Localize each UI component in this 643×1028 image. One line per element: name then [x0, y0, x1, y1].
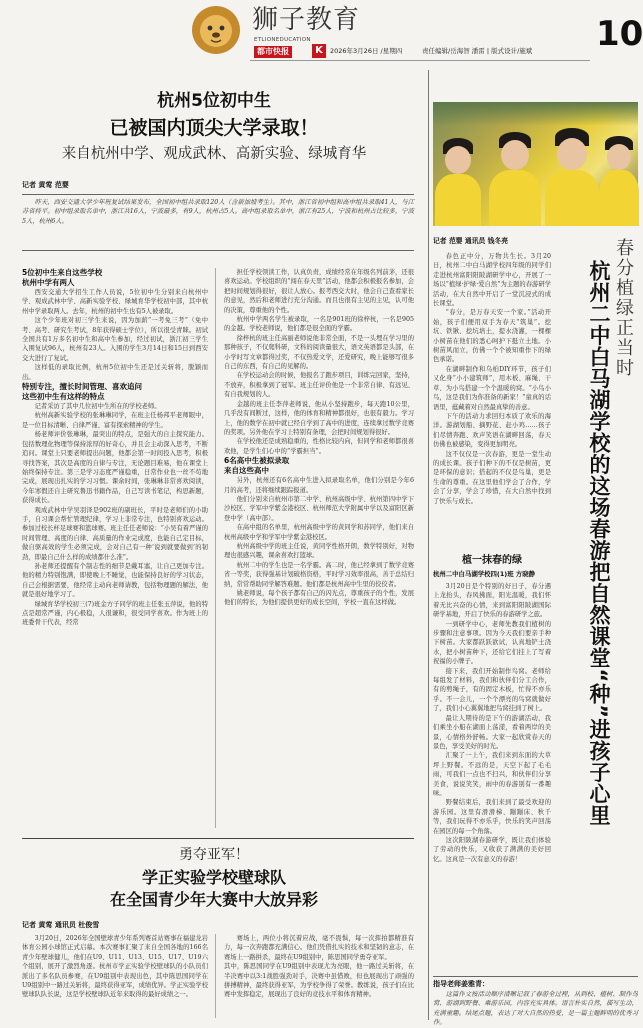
- paragraph: “春分，是万春天安一个家。”活动开始，孩子们便用双手为春天“筑巢”。挖坑、铁锹、挖坑培土，提水浇灌，一棵棵小树苗在他们的悉心呵护下挺立土地。小树苗风而立，仿佛一个个被知重作下的绿色承诺。: [433, 309, 551, 364]
- paragraph: 绿城育华学校初三(7)班金方子同学的班主任张玉萍说，他的特点是超常严谨，内心极稳，人很谦和，很受同学喜欢。作为班上的班委骨干代表，经常: [22, 600, 208, 627]
- subheading: 6名高中生被拟录取: [224, 456, 290, 466]
- paragraph: 下午的活动力求回归本质了欢乐的海洋。游湖划船、摘野花、赶小鸡……孩子们尽情奔跑、欢声笑语在湖畔回荡，春天仿佛也被感染，变得更加明亮。: [433, 412, 551, 449]
- editor-line: 责任编辑/岳海智 潘雷 | 版式设计/施斌: [422, 47, 533, 55]
- poem-body: [433, 582, 551, 863]
- paragraph: 姚老师说，每个孩子都有自己的闪光点，尊重孩子的个性，发展他们的特长，为他们提供更好的成长空间，学校一直在这样做。: [224, 590, 414, 607]
- paragraph: 观成武林中学吴羽泽是902班的副班长，平时是老师们的小助手，自习课会帮忙管理纪律，学习上非常专注，也特别喜欢运动。参加过校长杯足球赛和篮球赛。班主任任老师说：“小吴有着严谨的时间管理、高度的自律、高质量的作业完成度，也能自己定目标，做自驱高效的学生必须完成，会对自己有一种‘说到就要做到’的韧劲，即最自己什么样的成绩都什么准”。: [22, 506, 208, 561]
- vertical-kicker: 春分植绿正当时: [613, 238, 634, 378]
- sports-top-rule: [22, 838, 414, 839]
- subheading: 特别专注，擅长时间管理、喜欢追问: [22, 382, 142, 392]
- teacher-comment: 这篇作文按活动顺序清晰记叙了春游全过程，从到校、植树、制作鸟窝、游湖到野餐、乘游乐园，内容充实具体。语言朴实自然，描写生动，充满童趣。结尾点题，表达了对大自然的热爱，是一篇主题鲜明的优秀习作。: [433, 991, 638, 1027]
- subheading: 5位初中生来自这些学校: [22, 268, 103, 277]
- paragraph: 在学校运动会的时候，他报名了跑步项目，训练完回家，坚持，不放弃，积极拿到了冠军。班主任评价他是一个非常自律、有远见、有自我规划的人。: [224, 372, 414, 399]
- section-subtitle: ETLIONEDUCATION: [254, 37, 311, 43]
- paragraph: 汇聚了一上午，我们来到东面的大草坪上野餐。不远的是，天空下起了毛毛雨，可我们一点也不扫兴，和伙伴们分享美食，说说笑笑，雨中的春游别有一番趣味。: [433, 752, 551, 797]
- paragraph: 杭州中学两名学生被录取，一名是901班的徐梓杭，一名是905的金越。学校老师说，他们都是很全面的学霸。: [224, 316, 414, 333]
- sports-byline: 记者 黄莺 通讯员 杜俊雪: [22, 921, 100, 929]
- main-column-2: [224, 268, 414, 834]
- paragraph: 杭州高级中学的班主任说，黄同学性格开朗，数学特别好，对物理也很感兴趣，课余喜欢打篮球。: [224, 542, 414, 560]
- paragraph: 杭州二中的学生也是一名学霸。高二时，他已经拿到了数学竞赛省一等奖，获得强基计划破格资格，平时学习效率很高，善于总结归纳，常常帮助同学解答难题。他们都是杭州高中生里的佼佼者。: [224, 561, 414, 588]
- subheading: 来自这些高中: [224, 466, 269, 476]
- paragraph: 3月20日是个特别的好日子，春分遇上龙抬头，春风拂面，阳光温暖，我们怀着无比兴奋的心情，来到富阳阳陂湖国际研学基地，开启了快乐的春游研学之旅。: [433, 583, 551, 619]
- sports-column-divider: [215, 934, 216, 1018]
- teacher-comment-title: 指导老师姜雅青：: [433, 980, 489, 988]
- lead-top-rule: [22, 194, 414, 195]
- section-title: 狮子教育: [252, 5, 361, 35]
- sports-headline-1: 学正实验学校壁球队: [141, 868, 286, 887]
- sports-article: [0, 838, 428, 1024]
- brand-logo: [254, 46, 292, 58]
- main-byline: 记者 黄莺 范婴: [22, 181, 69, 189]
- paragraph: 金越的班主任李萍老师说，他从小坚持跑步，每天跑10公里，几乎没有间断过，这样，他的体育和精神都很好，也很有毅力。学习上，他的数学在初中就已经自学到了高中的进度，连续拿过数学竞赛的奖项。另外他在学习上特别有条理，会把时间规划得很好。: [224, 400, 414, 436]
- main-article: [0, 70, 428, 838]
- lion-logo: [188, 4, 244, 56]
- vertical-headline: 杭州二中白马湖学校的这场春游把自然课堂“种”进孩子心里: [587, 260, 611, 827]
- paragraph: 孙老师还提醒有个制志性的细节是戴耳塞，让自己更加专注。他的精力特别饱满，即使晚上不睡觉，也能保持良好的学习状态，自己会根据需要，他经常主动向老师请教，包括物理题的解法，他就是很好地学习了。: [22, 562, 208, 599]
- main-kicker: 杭州5位初中生: [157, 91, 271, 111]
- paragraph: 一到研学中心，老师先教我们植树的步骤和注意事项。因为今天我们要亲手种下树苗。大家都跃跃欲试，认真地铲土浇水，把小树苗种下，还给它们挂上了写着祝福的小牌子。: [433, 620, 551, 666]
- paragraph: 记者采访了其中几位初中生所在的学校老师。: [34, 403, 161, 411]
- photo-story-body: [433, 252, 551, 548]
- date-line: 2026年3月26日 /星期四: [330, 47, 403, 55]
- paragraph: 杭州高新实验学校的张琳琳同学，在班主任杨邦平老师眼中，是一位目标清晰、自律严谨、富有探索精神的学生。: [22, 412, 208, 429]
- poem-byline: 杭州二中白马湖学校四(1)班 方晓静: [433, 570, 535, 578]
- sports-headline-2: 在全国青少年大赛中大放异彩: [109, 890, 318, 909]
- paragraph: 他们分别来自杭州市第二中学、杭州高级中学、杭州第四中学下沙校区、学军中学紫金港校区、杭州师范大学附属中学以及富阳区新登中学（高中部）。: [224, 495, 414, 522]
- masthead-rule: [250, 60, 590, 61]
- sports-column-2: 赛场上，两位小将沉着应战，毫不畏惧，每一次挥拍都精准有力，每一次奔跑都充满信心。他们凭借扎实的技术和坚韧的意志，在赛场上一路拼杀，最终在U9组别中，陈思国同学勇夺亚军。 其中，陈思国同学在U9组别中表现尤为亮眼，他一路过关斩将，在半决赛中以3:1战胜强劲对手，决赛中虽惜败，但也展现出了顽强的拼搏精神，最终获得亚军，为学校争得了荣誉。教练说，孩子们在比赛中发挥稳定，展现出了良好的竞技水平和体育精神。: [224, 935, 414, 999]
- main-subheadline: 来自杭州中学、观成武林、高新实验、绿城育华: [61, 146, 367, 162]
- paragraph: 春色正中分，万物共生长。3月20日，杭州二中白马湖学校四年级的同学们走进杭州富阳阳陂湖研学中心，开展了一场以“植绿·护绿·爱自然”为主题的春游研学活动，在大自然中开启了一堂沉浸式的成长课堂。: [433, 253, 551, 308]
- column-divider: [215, 268, 216, 828]
- k-badge: K: [312, 44, 326, 58]
- paragraph: 最让人期待的是下午的游湖活动，我们乘坐小船在湖面上荡漾，看着两岸的美景，心情格外舒畅。大家一起欣赏春天的景色，享受美好的时光。: [433, 714, 551, 750]
- paragraph: 这个少年班对初三学生来说，因为加薪“一考免三考”（免中考、高考、研究生考试，8年获得硕士学位），所以很受青睐。初试全国共有1万多名初中生和高中生参加，经过初试，浙江初三学生入围复试96人，杭州有23人。入围的学生3月14日和15日到西安交大进行了复试。: [22, 317, 208, 362]
- paragraph: 西安交通大学招生工作人员说，5位初中生分别来自杭州中学、观成武林中学、高新实验学校、绿城育华学校初中部，其中杭州中学录取两人。去年，杭州的初中生也有5人被录取。: [22, 289, 208, 315]
- paragraph: 在学校他还是成熟稳重的，性格比较内向，但同学和老师都很喜欢他，是学生们心中的“学霸担当”。: [224, 438, 414, 455]
- paragraph: 杨老师评价张琳琳，最突出的特点，是强大的自主探究能力。包括数理化物理等保持浓厚的好奇心，并且会主动深入思考，不断追问。课堂上只要老师提出问题，他都会第一时间投入思考，积极寻找答案，其次是高度的自律与专注，无论题目难易，他在课堂上始终保持专注。第三是学习态度严谨稳重，日常作业也一丝不苟地完成，展现出扎实的学习习惯。课余时间，张琳琳非常喜欢阅读，今年寒假还自主研究鲁迅书籍作品，自己写读书笔记，构思新题，获得成长。: [22, 431, 208, 505]
- main-lead: 昨天，西安交通大学少年班复试结果发布，全国初中组共录取120人（含新加坡考生）。其中，浙江省初中组和高中组共录取41人，与江苏省持平。初中组录取名单中，浙江共16人，宁波最多，有9人，杭州占5人。高中组录取名单中，浙江有25人，宁波和杭州占比较多，宁波5人，杭州6人。: [22, 199, 414, 225]
- brand-text: 都市快报: [257, 47, 289, 56]
- paragraph: 徐梓杭的班主任高丽老师说他非常全面，不是一头埋在学习里的那种孩子，不仅爬科研，文科的阅读量很大，语文英语都是头部，在小学时写文章都得过奖，不仅热爱文学，还爱研究，晚上能够写很多自己的东西，有自己的见解的。: [224, 334, 414, 371]
- paragraph: 接下来，我们开始制作鸟窝。老师给每组发了材料，我们和伙伴们分工合作，有的剪绳子，有的固定木板，忙得不亦乐乎。不一会儿，一个个漂亮的鸟窝就做好了，我们小心翼翼地把鸟窝挂到了树上。: [433, 667, 551, 713]
- main-headline: 已被国内顶尖大学录取！: [109, 117, 319, 139]
- poem-title: 植一抹春的绿: [462, 555, 522, 566]
- paragraph: 另外，杭州还有6名高中生进入拟录取名单，他们分别是今年6月的高考，还将继续跟踪报道。: [224, 477, 414, 494]
- photo-story-byline: 记者 范婴 通讯员 钱冬亮: [433, 237, 509, 245]
- sports-kicker: 勇夺亚军！: [179, 847, 249, 863]
- subheading: 杭州中学有两人: [22, 278, 75, 287]
- paragraph: 野餐结束后，我们来到了最受欢迎的游乐园。这里有滑滑梯、蹦蹦床、秋千等，我们玩得不亦乐乎，快乐的笑声回荡在园区的每一个角落。: [433, 799, 551, 835]
- masthead: [0, 0, 642, 66]
- students-photo: [433, 102, 638, 226]
- subheading: 这些初中生有这样的特点: [22, 392, 105, 402]
- paragraph: 在高中组的名单里，杭州高级中学的黄同学和苏同学，他们来自杭州高级中学和学军中学紫金港校区。: [224, 524, 414, 541]
- lead-bottom-rule: [22, 250, 414, 251]
- paragraph: 这次阳陂湖春游研学，既让我们体验了劳动的快乐，又收获了满满的美好回忆。这真是一次有意义的春游！: [433, 836, 551, 863]
- paragraph: 这不仅仅是一次春游，更是一堂生动的成长课。孩子们种下的不仅是树苗，更是环保的意识；搭起的不仅是鸟巢，更是生命的尊重。在这里他们学会了合作，学会了分享，学会了珍惜，在大自然中找到了快乐与成长。: [433, 450, 551, 505]
- sports-column-1: 3月20日，2026年全国壁球青少年系列赛首站赛事在福建龙岩体育公园小球馆正式启幕。本次赛事汇聚了来自全国各地的166名青少年壁球健儿，他们在U9、U11、U13、U15、U17、U19六个组别，展开了激烈角逐。杭州市学正实验学校壁球队的小队员们派出了多名队员参赛，在U9组别中表现出色，其中陈思国同学在U9组别中一路过关斩将，最终获得亚军，成绩优异。学正实验学校壁球队队长说，这是学校壁球队近年来取得的最好成绩之一。: [22, 935, 208, 999]
- right-section-divider: [428, 70, 429, 1020]
- paragraph: 在湖畔制作和乌桕DIY环节，孩子们又化身“小小建筑师”，用木板、麻绳、干草、为小鸟搭建一个个温暖的窝。“小鸟小鸟，这是我们为你准备的新家！”童真的话语里，蕴藏着对自然最真挚的善意。: [433, 365, 551, 411]
- main-column-1: [22, 268, 208, 834]
- paragraph: 这样低的录取比例，杭州5位初中生还是过关斩将，脱颖而出。: [22, 364, 208, 381]
- teacher-comment-rule: [433, 976, 638, 977]
- paragraph: 担任学校领读工作，认真负责，成绩经常在年级名列前茅，还很喜欢运动。学校组织的“闯在春天里”活动，他都会积极报名参加，会把时间规划得很好，很让人放心。报考西交大时，他会自己查看家长的意见，然后和老师进行充分沟通。而且也很有主见的主见，认可他的决策，尊重他的个性。: [224, 269, 414, 314]
- page-number: 10: [596, 14, 643, 54]
